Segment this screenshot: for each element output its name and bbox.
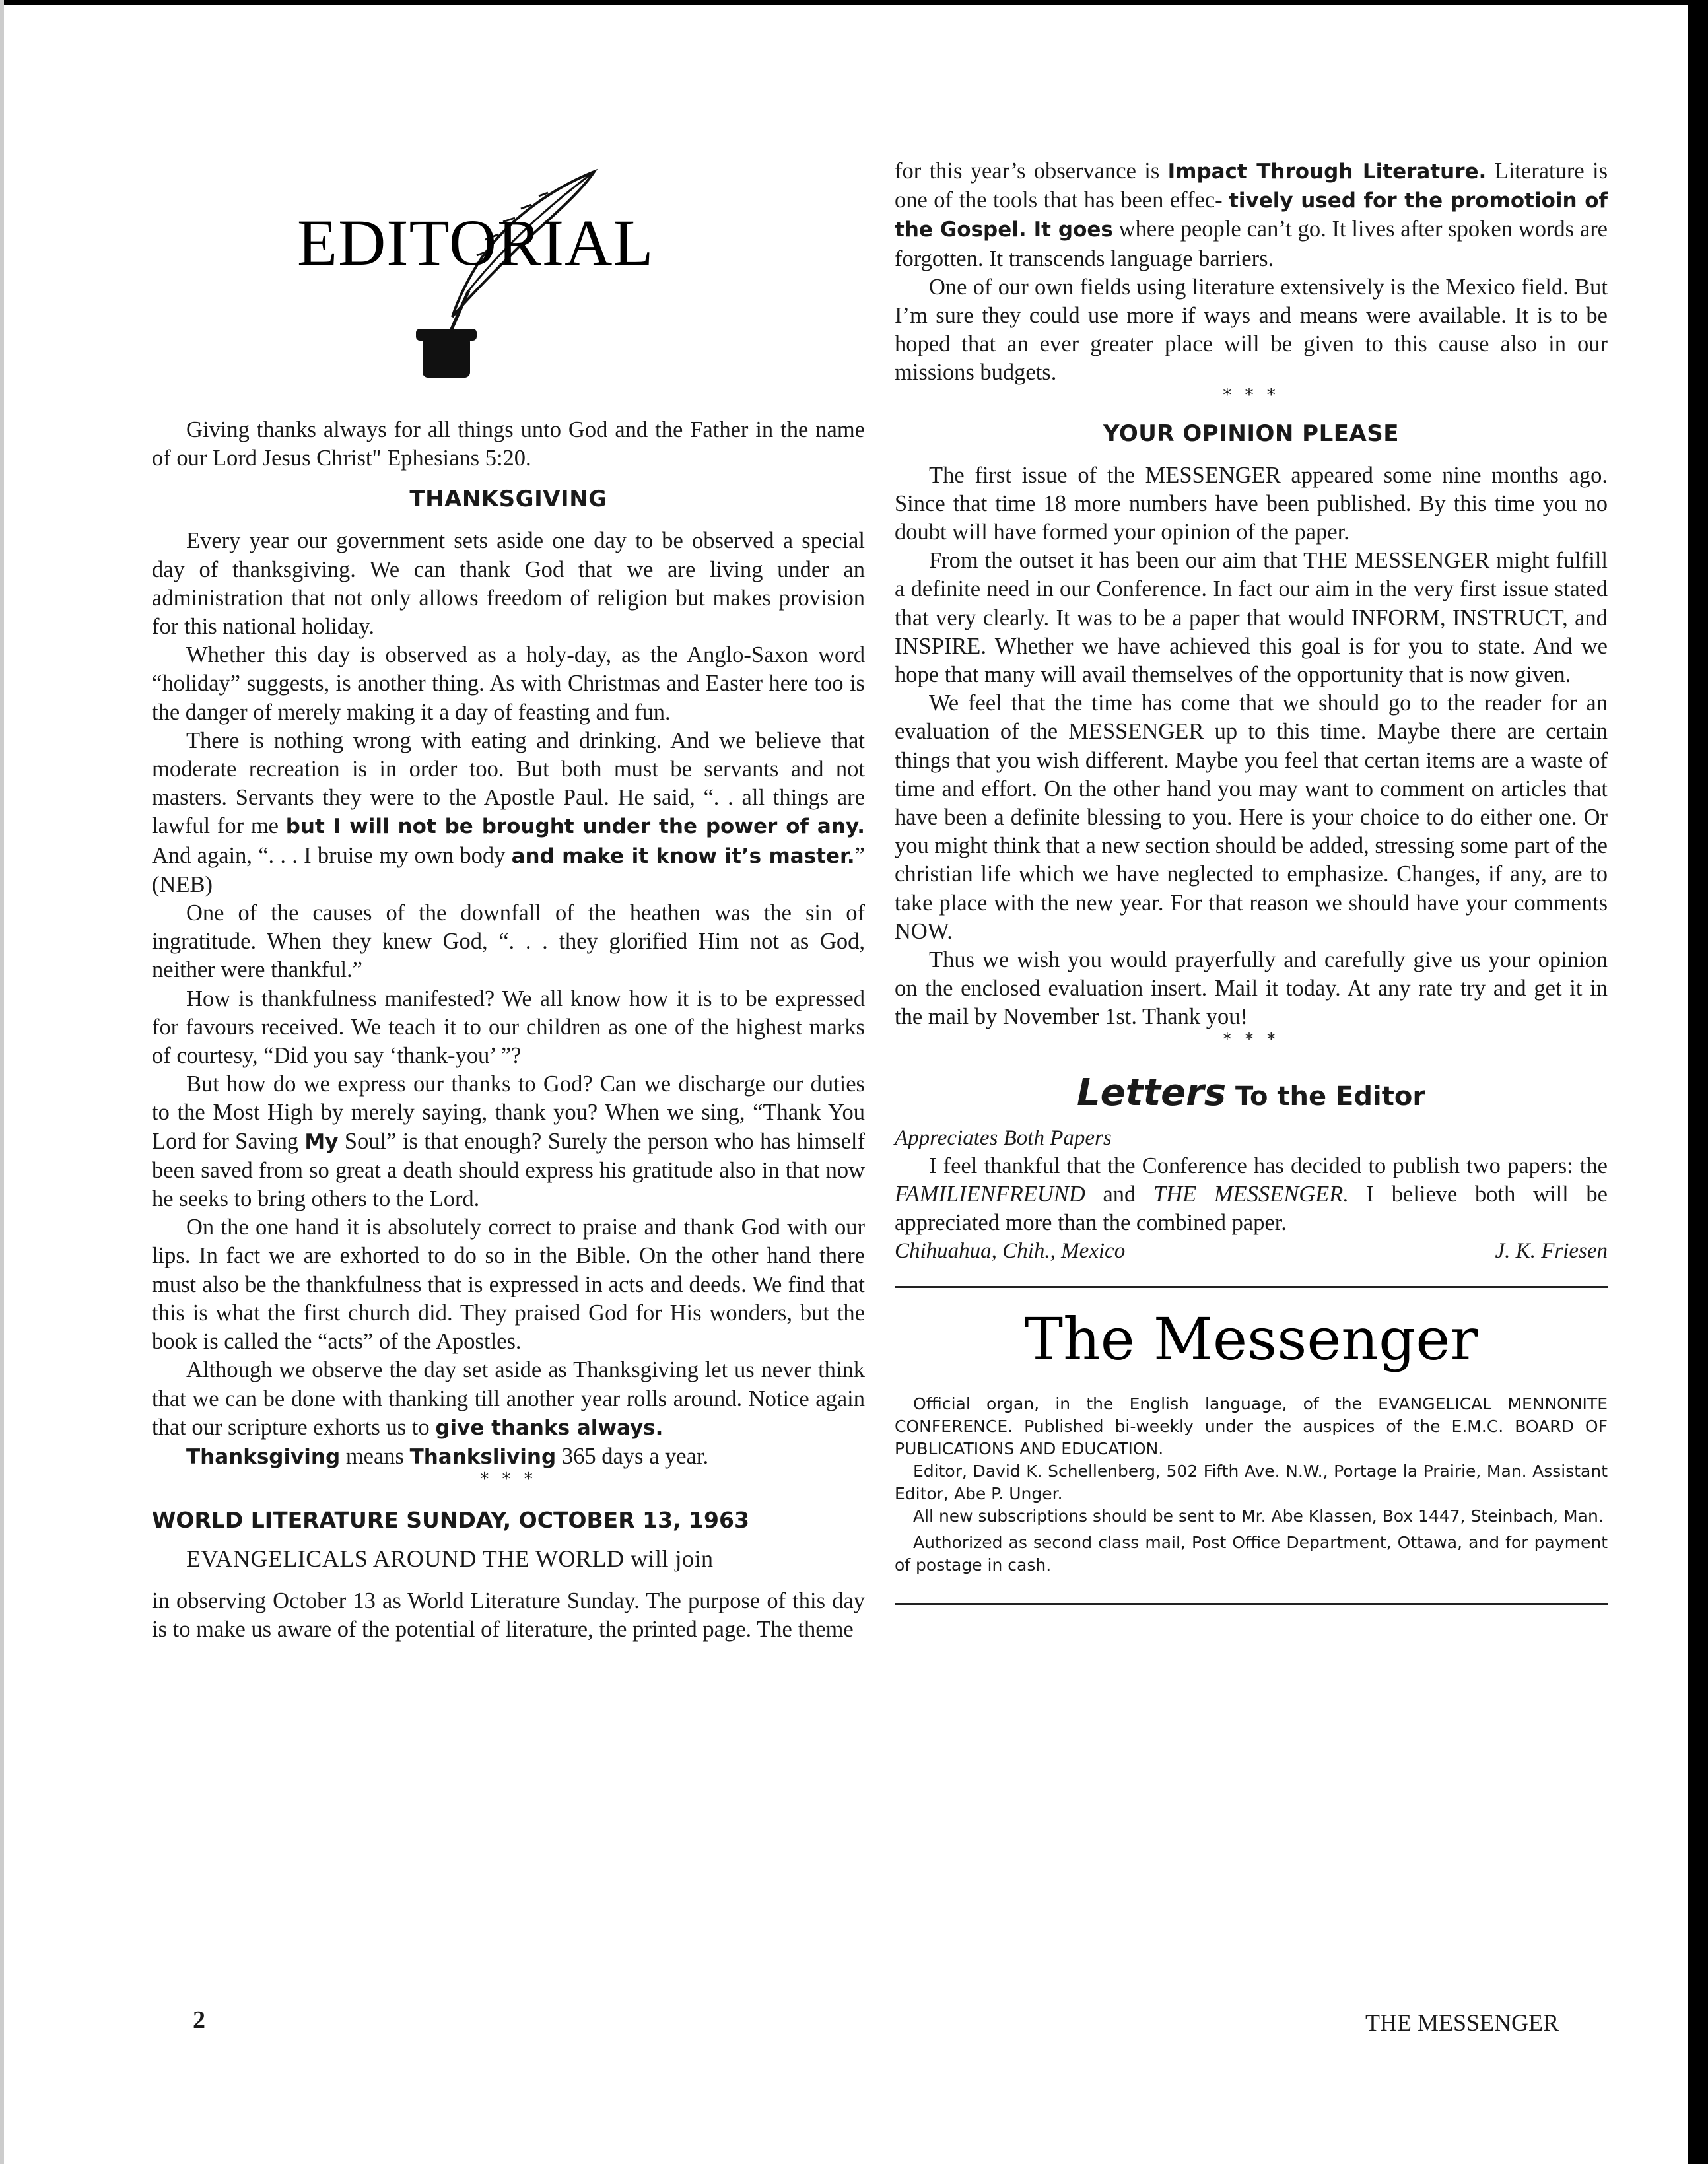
thanksgiving-paragraph-1: Every year our government sets aside one day to be observed a special day of thanksgiving. We can thank God that we are living under an administration that not only allows freedom of religion but makes provision for this national holiday. [152, 528, 865, 640]
bold-run: Thanksgiving [186, 1444, 341, 1469]
page-border-top [0, 0, 1708, 5]
masthead-paragraph-1: Official organ, in the English language, of the EVANGELICAL MENNONITE CONFERENCE. Published bi-weekly under the auspices of the E.M.C. BOARD OF PUBLICATIONS AND EDUCATION. [895, 1394, 1608, 1459]
letter-signature-row [895, 1237, 1608, 1265]
text-run: I feel thankful that the Conference has decided to publish two papers: the [929, 1153, 1608, 1178]
masthead-paragraph-2: Editor, David K. Schellenberg, 502 Fifth Ave. N.W., Portage la Prairie, Man. Assistant Editor, Abe P. Unger. [895, 1462, 1608, 1504]
bold-run: give thanks always. [435, 1415, 664, 1440]
text-run: But how do we express our thanks to God? Can we discharge our duties to the Most High by merely saying, thank you? When we sing, “Thank You Lord for Saving [152, 1071, 865, 1154]
masthead-bottom-rule [895, 1603, 1608, 1605]
world-literature-paragraph-2 [895, 157, 1608, 273]
right-column [895, 157, 1608, 1605]
text-run: where people can’t go. It lives after spoken words are forgotten. It transcends language barriers. [895, 217, 1608, 271]
editorial-logo [152, 165, 865, 416]
text-run: means [340, 1443, 410, 1469]
editorial-title: EDITORIAL [297, 206, 654, 279]
masthead-paragraph-3: All new subscriptions should be sent to Mr. Abe Klassen, Box 1447, Steinbach, Man. [913, 1506, 1604, 1526]
text-run: Although we observe the day set aside as Thanksgiving let us never think that we can be done with thanking till another year rolls around. Notice again that our scripture exhorts us to [152, 1357, 865, 1440]
page-number: 2 [193, 2006, 205, 2034]
thanksgiving-heading: THANKSGIVING [409, 486, 607, 513]
thanksgiving-paragraph-9 [152, 1442, 865, 1471]
left-column [152, 165, 865, 1644]
bold-run: Thanksliving [409, 1444, 557, 1469]
italic-run: THE MESSENGER. [1153, 1181, 1349, 1207]
text-run: There is nothing wrong with eating and drinking. And we believe that moderate recreation is in order too. But both must be servants and not masters. Servants they were to the Apostle Paul. He said, “. . all things are lawful for me [152, 727, 865, 839]
text-run: ” (NEB) [152, 842, 865, 897]
bold-run: Impact Through Literature. [1167, 160, 1487, 184]
masthead-top-rule [895, 1286, 1608, 1288]
bold-run: tively used for the promotioin of the Gospel. It goes [895, 189, 1608, 242]
letter-signature: J. K. Friesen [1495, 1239, 1608, 1264]
letters-heading-script: Letters [1076, 1071, 1227, 1114]
thanksgiving-paragraph-7: On the one hand it is absolutely correct to praise and thank God with our lips. In fact we are exhorted to do so in the Bible. On the other hand there must also be the thankfulness that is expressed in acts and deeds. We find that this is what the first church did. They praised God for His wonders, but the book is called the “acts” of the Apostles. [152, 1215, 865, 1355]
bold-run: My [304, 1130, 339, 1154]
bold-run: and make it know it’s master. [511, 844, 855, 868]
thanksgiving-paragraph-3 [152, 727, 865, 899]
masthead-paragraph-4: Authorized as second class mail, Post Office Department, Ottawa, and for payment of postage in cash. [895, 1533, 1608, 1575]
bold-run: but I will not be brought under the power of any. [285, 815, 865, 839]
world-literature-paragraph-1: in observing October 13 as World Literature Sunday. The purpose of this day is to make us aware of the potential of literature, the printed page. The theme [152, 1588, 865, 1642]
thanksgiving-paragraph-4: One of the causes of the downfall of the heathen was the sin of ingratitude. When they knew God, “. . . they glorified Him not as God, neither were thankful.” [152, 900, 865, 983]
opinion-paragraph-3: We feel that the time has come that we should go to the reader for an evaluation of the MESSENGER up to this time. Maybe there are certain things that you wish different. Maybe you feel that certan items are a waste of time and effort. On the other hand you may want to comment on articles that have been a definite blessing to you. Here is your choice to do either one. Or you might think that a new section should be added, stressing some part of the christian life which we have neglected to emphasize. Changes, if any, are to take place with the new year. For that reason we should have your comments NOW. [895, 691, 1608, 944]
text-run: Literature is one of the tools that has been effec- [895, 158, 1608, 213]
epigraph: Giving thanks always for all things unto God and the Father in the name of our Lord Jesus Christ" Ephesians 5:20. [152, 417, 865, 471]
thanksgiving-paragraph-8 [152, 1356, 865, 1442]
italic-run: FAMILIENFREUND [895, 1181, 1085, 1207]
world-literature-heading: WORLD LITERATURE SUNDAY, OCTOBER 13, 1963 [152, 1507, 749, 1534]
section-divider-stars: * * * [480, 1470, 537, 1490]
letters-heading-rest: To the Editor [1226, 1081, 1426, 1112]
masthead-title: The Messenger [1024, 1305, 1478, 1374]
text-run: And again, “. . . I bruise my own body [152, 842, 512, 868]
text-run: 365 days a year. [556, 1443, 709, 1469]
world-literature-lead: EVANGELICALS AROUND THE WORLD will join [186, 1545, 714, 1572]
masthead [895, 1305, 1608, 1576]
thanksgiving-paragraph-2: Whether this day is observed as a holy-day, as the Anglo-Saxon word “holiday” suggests, is another thing. As with Christmas and Easter here too is the danger of merely making it a day of feasting and fun. [152, 642, 865, 725]
text-run: for this year’s observance is [895, 158, 1168, 184]
text-run: I believe both will be appreciated more than the combined paper. [895, 1181, 1608, 1236]
section-divider-stars: * * * [1223, 385, 1280, 405]
letters-heading [895, 1071, 1608, 1114]
page-edge-left [0, 0, 4, 2164]
letter-subhead: Appreciates Both Papers [895, 1126, 1112, 1150]
thanksgiving-paragraph-5: How is thankfulness manifested? We all know how it is to be expressed for favours received. We teach it to our children as one of the highest marks of courtesy, “Did you say ‘thank-you’ ”? [152, 986, 865, 1069]
letter-body [895, 1152, 1608, 1238]
opinion-paragraph-2: From the outset it has been our aim that THE MESSENGER might fulfill a definite need in our Conference. In fact our aim in the very first issue stated that very clearly. It was to be a paper that would INFORM, INSTRUCT, and INSPIRE. Whether we have achieved this goal is for you to state. And we hope that many will avail themselves of the opportunity that is now given. [895, 548, 1608, 688]
letter-place: Chihuahua, Chih., Mexico [895, 1239, 1126, 1264]
opinion-paragraph-1: The first issue of the MESSENGER appeared some nine months ago. Since that time 18 more numbers have been published. By this time you no doubt will have formed your opinion of the paper. [895, 462, 1608, 545]
thanksgiving-paragraph-6 [152, 1070, 865, 1213]
footer-publication: THE MESSENGER [1365, 2010, 1559, 2036]
opinion-heading: YOUR OPINION PLEASE [1103, 420, 1400, 447]
text-run: and [1085, 1181, 1153, 1207]
world-literature-paragraph-3: One of our own fields using literature extensively is the Mexico field. But I’m sure they could use more if ways and means were available. It is to be hoped that an ever greater place will be given to this cause also in our missions budgets. [895, 274, 1608, 386]
text-run: Soul” is that enough? Surely the person who has himself been saved from so great a death should express his gratitude also in that now he seeks to bring others to the Lord. [152, 1128, 865, 1212]
section-divider-stars: * * * [1223, 1029, 1280, 1050]
opinion-paragraph-4: Thus we wish you would prayerfully and carefully give us your opinion on the enclosed evaluation insert. Mail it today. At any rate try and get it in the mail by November 1st. Thank you! [895, 947, 1608, 1030]
page-border-right [1688, 0, 1708, 2164]
